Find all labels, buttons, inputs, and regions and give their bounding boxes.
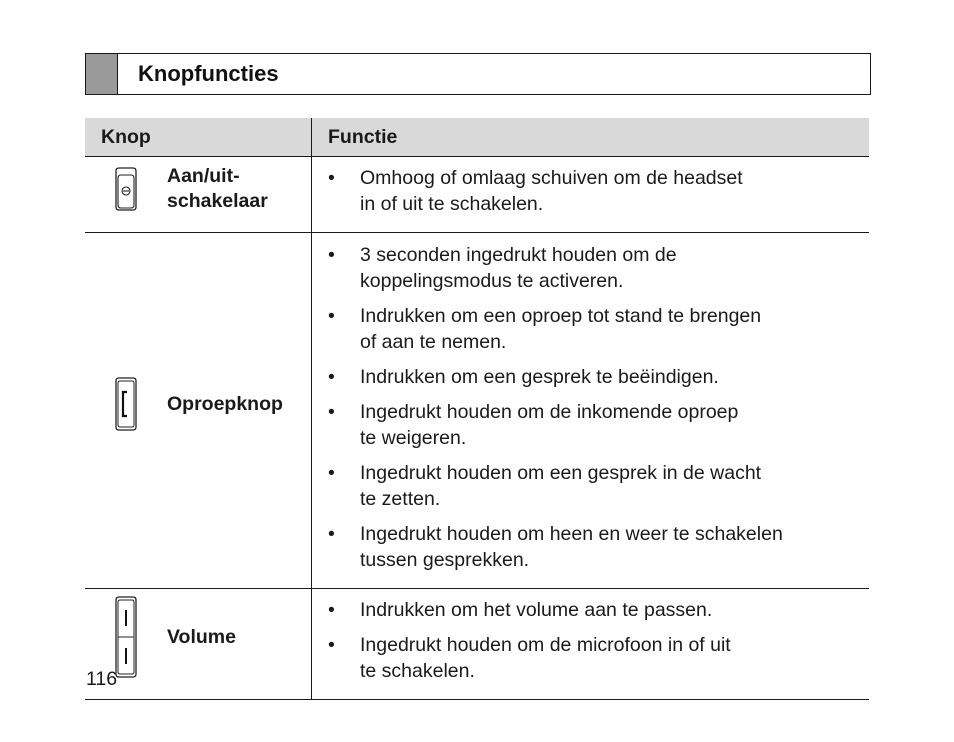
call-button-icon	[85, 377, 167, 431]
function-list	[312, 589, 869, 699]
section-marker	[86, 54, 118, 94]
column-header-functie: Functie	[312, 118, 870, 157]
functie-cell	[312, 157, 870, 233]
list-item: • 3 seconden ingedrukt houden om de koppelingsmodus te activeren.	[328, 242, 869, 294]
knop-cell	[85, 157, 312, 233]
table-header-row	[85, 118, 869, 157]
list-item: • Ingedrukt houden om de microfoon in of uit te schakelen.	[328, 632, 869, 684]
list-item: • Indrukken om een oproep tot stand te brengen of aan te nemen.	[328, 303, 869, 355]
functie-cell	[312, 233, 870, 589]
table-row	[85, 157, 869, 233]
knop-label: Volume	[167, 625, 236, 648]
list-item: • Ingedrukt houden om heen en weer te schakelen tussen gesprekken.	[328, 521, 869, 573]
table-row	[85, 233, 869, 589]
list-item: • Omhoog of omlaag schuiven om de headset in of uit te schakelen.	[328, 165, 869, 217]
knop-label: Oproepknop	[167, 392, 283, 415]
section-title: Knopfuncties	[138, 61, 279, 86]
function-list	[312, 157, 869, 232]
page-number: 116	[86, 668, 118, 690]
table-row	[85, 589, 869, 700]
list-item: • Ingedrukt houden om een gesprek in de wacht te zetten.	[328, 460, 869, 512]
function-list	[312, 233, 869, 588]
knop-cell	[85, 233, 312, 589]
list-item: • Indrukken om het volume aan te passen.	[328, 597, 869, 623]
list-item: • Ingedrukt houden om de inkomende oproep te weigeren.	[328, 399, 869, 451]
functie-cell	[312, 589, 870, 700]
knop-label: Aan/uit- schakelaar	[167, 165, 268, 212]
button-functions-table	[85, 118, 869, 700]
volume-button-icon	[85, 596, 167, 678]
column-header-knop: Knop	[85, 118, 312, 157]
list-item: • Indrukken om een gesprek te beëindigen.	[328, 364, 869, 390]
power-switch-icon	[85, 167, 167, 211]
section-header	[85, 53, 871, 95]
knop-cell	[85, 589, 312, 700]
